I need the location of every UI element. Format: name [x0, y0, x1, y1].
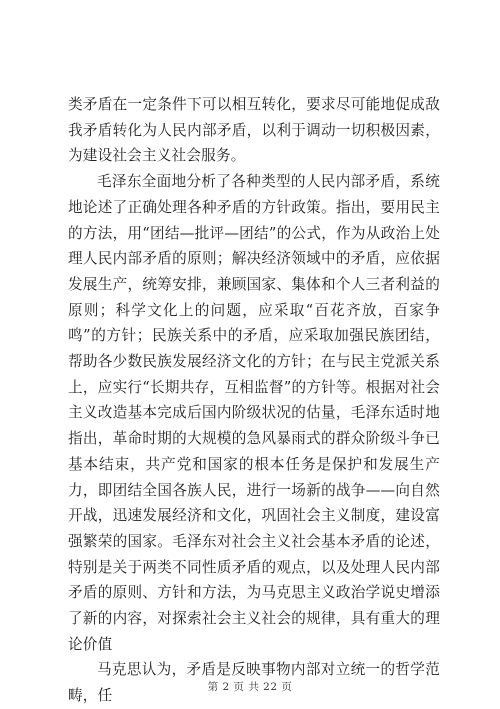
document-body [68, 92, 440, 709]
paragraph-2: 毛泽东全面地分析了各种类型的人民内部矛盾，系统地论述了正确处理各种矛盾的方针政策。指出，要用民主的方法，用“团结—批评—团结”的公式，作为从政治上处理人民内部矛盾的原则；解决经济领域中的矛盾，应依据发展生产，统筹安排，兼顾国家、集体和个人三者利益的原则；科学文化上的问题，应采取“百花齐放，百家争鸣”的方针；民族关系中的矛盾，应采取加强民族团结，帮助各少数民族发展经济文化的方针；在与民主党派关系上，应实行“长期共存，互相监督”的方针等。根据对社会主义改造基本完成后国内阶级状况的估量，毛泽东适时地指出，革命时期的大规模的急风暴雨式的群众阶级斗争已基本结束，共产党和国家的根本任务是保护和发展生产力，即团结全国各族人民，进行一场新的战争——向自然开战，迅速发展经济和文化，巩固社会主义制度，建设富强繁荣的国家。毛泽东对社会主义社会基本矛盾的论述，特别是关于两类不同性质矛盾的观点，以及处理人民内部矛盾的原则、方针和方法，为马克思主义政治学说史增添了新的内容，对探索社会主义社会的规律，具有重大的理论价值 [68, 173, 440, 653]
paragraph-3: 马克思认为，矛盾是反映事物内部对立统一的哲学范畴，任 [68, 661, 440, 705]
page-footer: 第 2 页 共 22 页 [207, 681, 293, 693]
paragraph-1: 类矛盾在一定条件下可以相互转化，要求尽可能地促成敌我矛盾转化为人民内部矛盾，以利于调动一切积极因素，为建设社会主义社会服务。 [68, 96, 440, 165]
